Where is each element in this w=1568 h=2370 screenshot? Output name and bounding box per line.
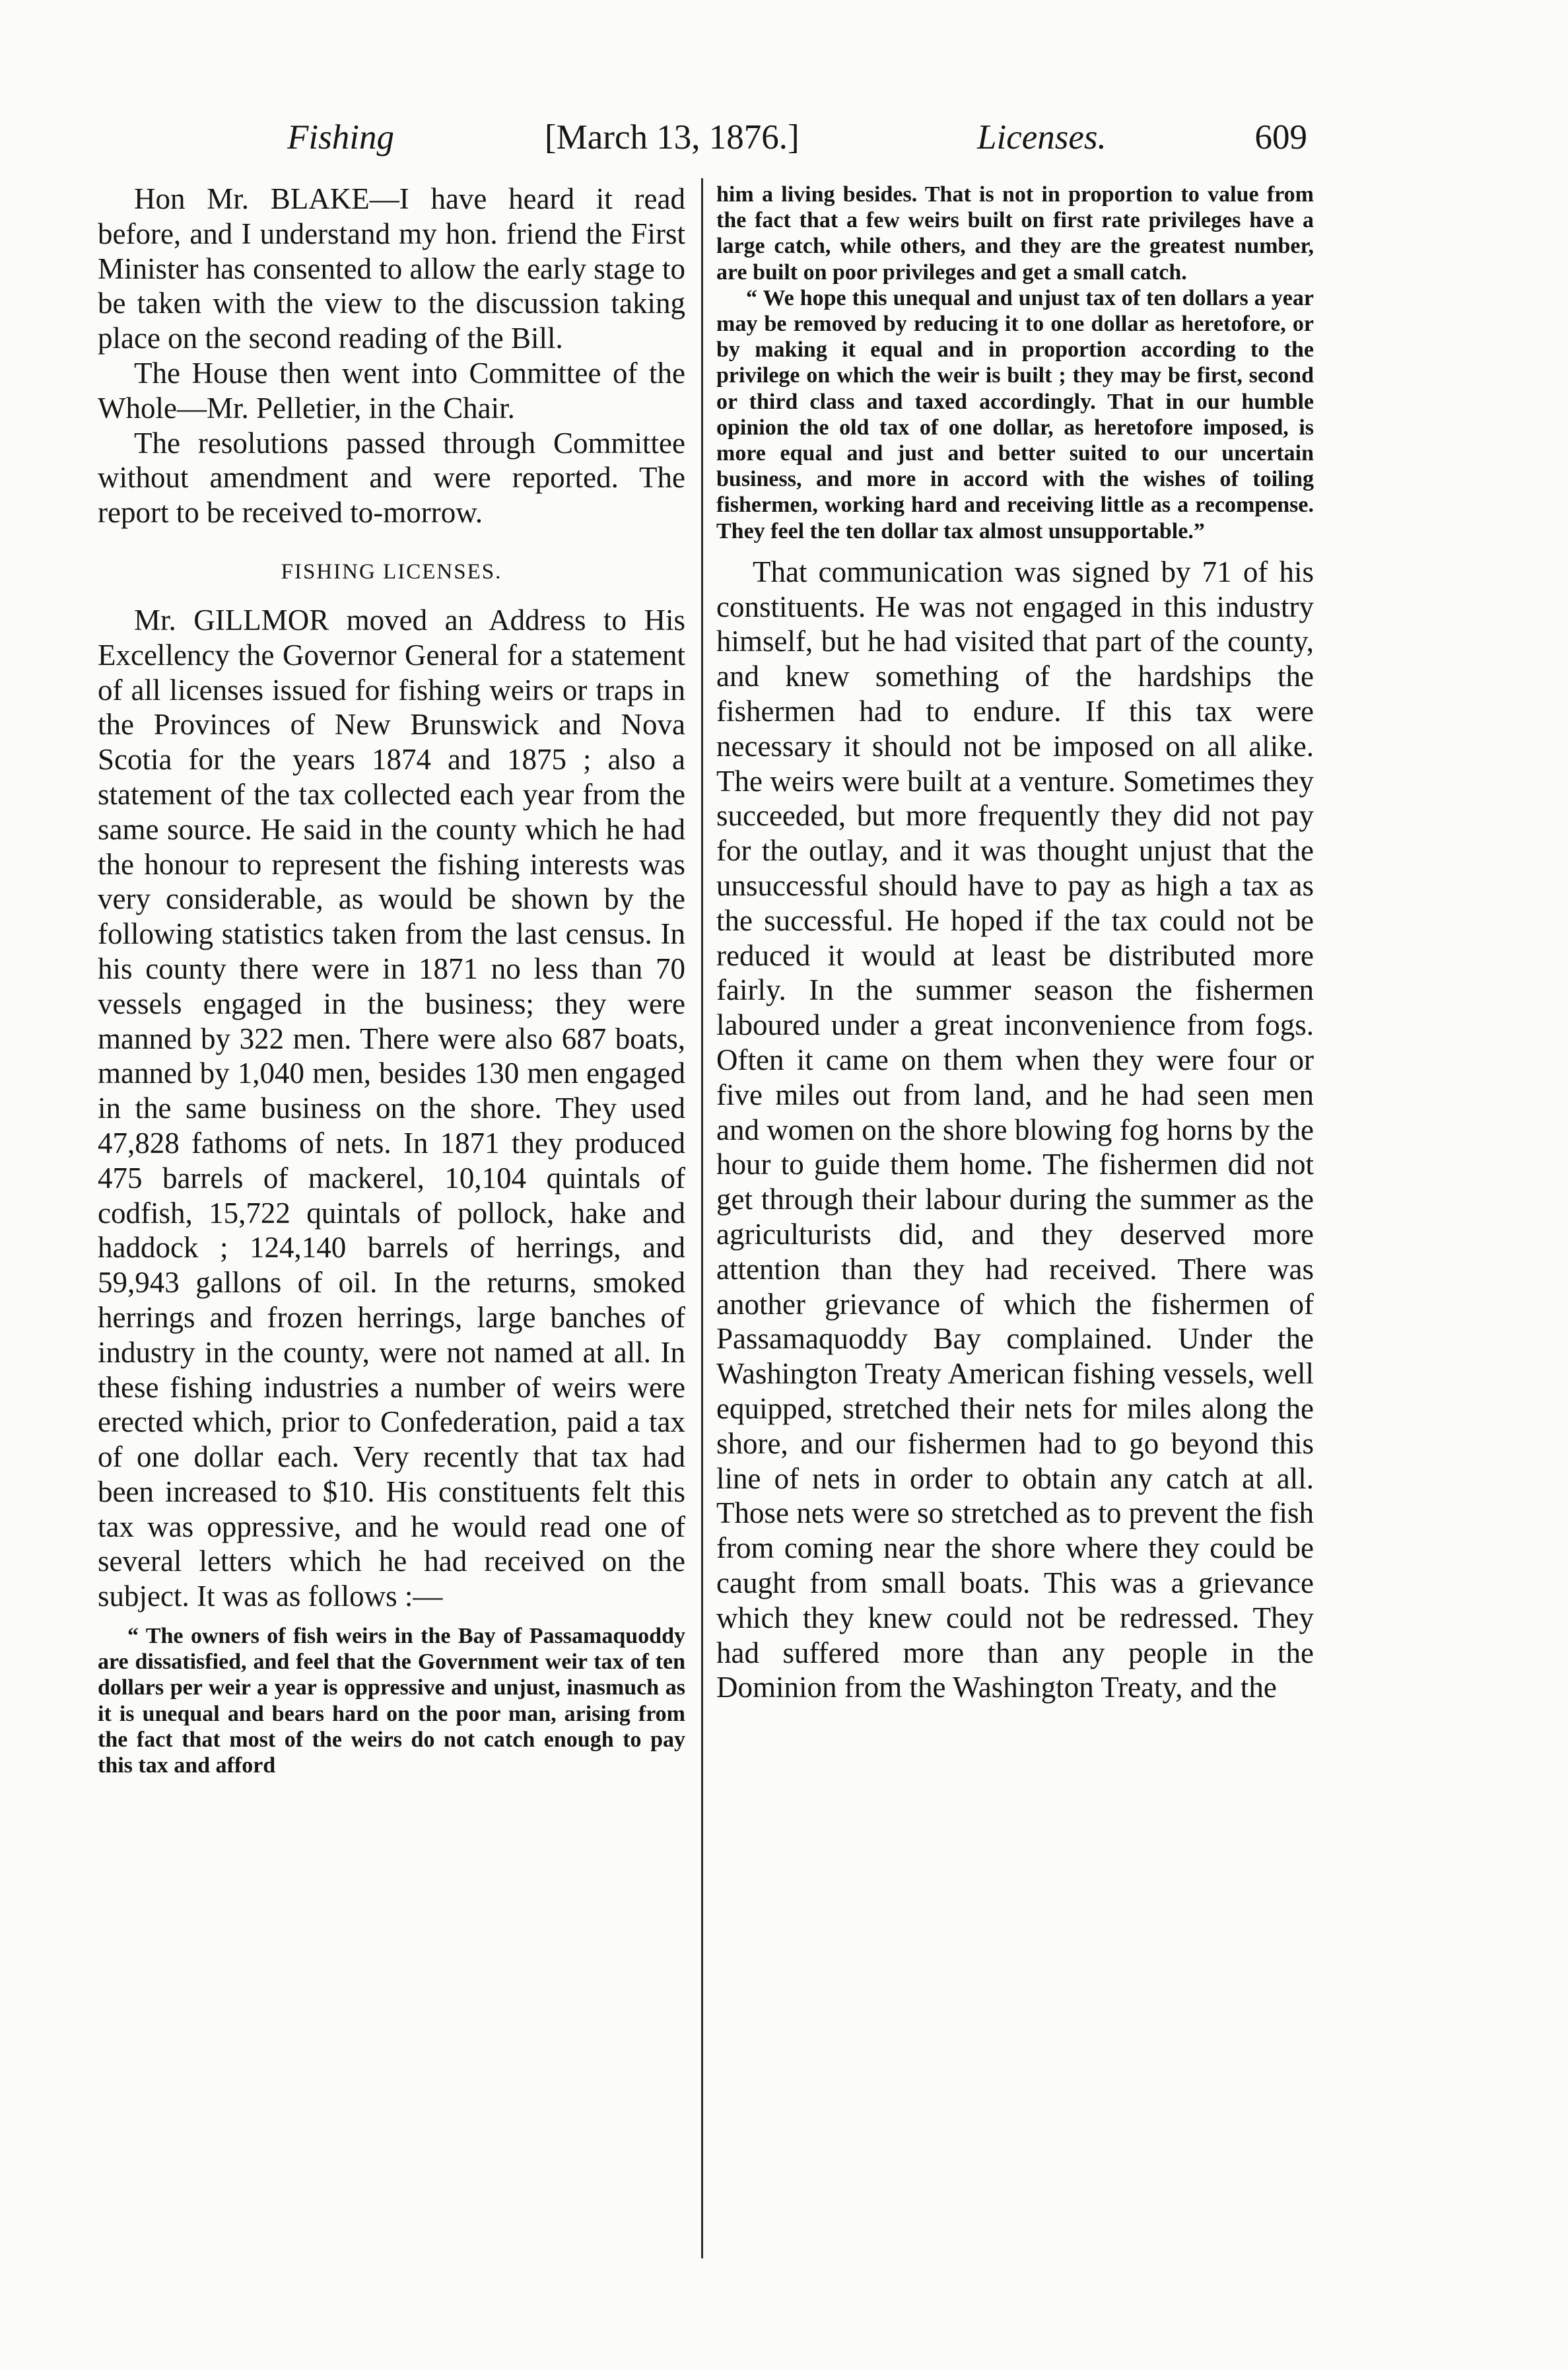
header-left: Fishing — [287, 118, 394, 157]
left-column — [98, 182, 685, 1778]
paragraph: Hon Mr. BLAKE—I have heard it read before, and I understand my hon. friend the First Minister has consented to allow the early stage to be taken with the view to the discussion taking place on the second reading of the Bill. — [98, 182, 685, 355]
paragraph: That communication was signed by 71 of his constituents. He was not engaged in this industry himself, but he had visited that part of the county, and knew something of the hardships the fishermen had to endure. If this tax were necessary it should not be imposed on all alike. The weirs were built at a venture. Sometimes they succeeded, but more frequently they did not pay for the outlay, and it was thought unjust that the unsuccessful should have to pay as high a tax as the successful. He hoped if the tax could not be reduced it would at least be distributed more fairly. In the summer season the fishermen laboured under a great inconvenience from fogs. Often it came on them when they were four or five miles out from land, and he had seen men and women on the shore blowing fog horns by the hour to guide them home. The fishermen did not get through their labour during the summer as the agriculturists did, and they deserved more attention than they had received. There was another grievance of which the fishermen of Passamaquoddy Bay complained. Under the Washington Treaty American fishing vessels, well equipped, stretched their nets for miles along the shore, and our fishermen had to go beyond this line of nets in order to obtain any catch at all. Those nets were so stretched as to prevent the fish from coming near the shore where they could be caught from small boats. This was a grievance which they knew could not be redressed. They had suffered more than any people in the Dominion from the Washington Treaty, and the — [716, 555, 1314, 1704]
body-text — [716, 555, 1314, 1705]
right-column — [716, 182, 1314, 1705]
quoted-letter — [98, 1623, 685, 1778]
quote-paragraph: “ The owners of fish weirs in the Bay of Passamaquoddy are dissatisfied, and feel that the Government weir tax of ten dollars per weir a year is oppressive and unjust, inasmuch as it is unequal and bears hard on the poor man, arising from the fact that most of the weirs do not catch enough to pay this tax and afford — [98, 1624, 685, 1778]
page-number: 609 — [1254, 118, 1307, 157]
header-date: [March 13, 1876.] — [545, 118, 800, 157]
quoted-letter-continued — [716, 182, 1314, 544]
page-header — [261, 111, 1307, 164]
quote-paragraph: “ We hope this unequal and unjust tax of ten dollars a year may be removed by reducing it to one dollar as heretofore, or by making it equal and in proportion according to the privilege on which the weir is built ; they may be first, second or third class and taxed accordingly. That in our humble opinion the old tax of one dollar, as heretofore imposed, is more equal and just and better suited to our uncertain business, and more in accord with the wishes of toiling fishermen, working hard and receiving little as a recompense. They feel the ten dollar tax almost unsupportable.” — [716, 285, 1314, 543]
section-heading: FISHING LICENSES. — [281, 559, 502, 584]
paragraph: The resolutions passed through Committee without amendment and were reported. The report to be received to-morrow. — [98, 426, 685, 530]
column-divider — [701, 178, 703, 2258]
header-right: Licenses. — [977, 118, 1107, 157]
paragraph: Mr. GILLMOR moved an Address to His Excellency the Governor General for a statement of all licenses issued for fishing weirs or traps in the Provinces of New Brunswick and Nova Scotia for the years 1874 and 1875 ; also a statement of the tax collected each year from the same source. He said in the county which he had the honour to represent the fishing interests was very considerable, as would be shown by the following statistics taken from the last census. In his county there were in 1871 no less than 70 vessels engaged in the business; they were manned by 322 men. There were also 687 boats, manned by 1,040 men, besides 130 men engaged in the same business on the shore. They used 47,828 fathoms of nets. In 1871 they produced 475 barrels of mackerel, 10,104 quintals of codfish, 15,722 quintals of pollock, hake and haddock ; 124,140 barrels of herrings, and 59,943 gallons of oil. In the returns, smoked herrings and frozen herrings, large banches of industry in the county, were not named at all. In these fishing industries a number of weirs were erected which, prior to Confederation, paid a tax of one dollar each. Very recently that tax had been increased to $10. His constituents felt this tax was oppressive, and he would read one of several letters which he had received on the subject. It was as follows :— — [98, 603, 685, 1613]
quote-paragraph: him a living besides. That is not in proportion to value from the fact that a few weirs built on first rate privileges have a large catch, while others, and they are the greatest number, are built on poor privileges and get a small catch. — [716, 182, 1314, 285]
paragraph: The House then went into Committee of the Whole—Mr. Pelletier, in the Chair. — [98, 356, 685, 425]
